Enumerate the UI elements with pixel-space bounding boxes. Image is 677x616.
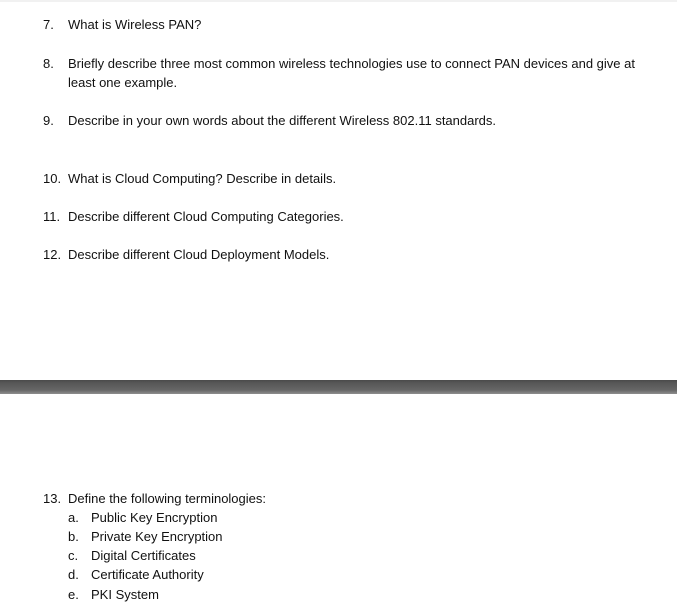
question-text: What is Cloud Computing? Describe in details. [68,171,337,186]
subitem-letter: b. [68,529,79,544]
question-text: Define the following terminologies: [68,491,266,506]
question-number: 9. [43,113,54,128]
question-number: 11. [43,209,61,224]
question-text: Describe different Cloud Deployment Models. [68,247,330,262]
question-13 [43,489,643,508]
subitem-text: Certificate Authority [91,567,204,582]
question-number: 10. [43,171,62,186]
subitem-text: Public Key Encryption [91,510,218,525]
question-7 [43,15,643,34]
subitem-text: Private Key Encryption [91,529,223,544]
question-text: Briefly describe three most common wireless technologies use to connect PAN devices and give at least one example. [68,56,635,90]
subitem-text: PKI System [91,587,159,602]
question-text: Describe in your own words about the different Wireless 802.11 standards. [68,113,497,128]
subitem-letter: c. [68,548,79,563]
subitem-text: Digital Certificates [91,548,196,563]
question-8 [43,54,643,92]
subitem-letter: a. [68,510,79,525]
question-11 [43,207,643,226]
question-12 [43,245,643,264]
question-number: 7. [43,17,54,32]
page-break-divider [0,380,677,394]
subitem-a [68,508,217,527]
subitem-letter: e. [68,587,79,602]
question-number: 8. [43,56,54,71]
subitem-e [68,585,159,604]
subitem-d [68,565,204,584]
subitem-letter: d. [68,567,79,582]
question-number: 13. [43,491,62,506]
question-10 [43,169,643,188]
question-text: What is Wireless PAN? [68,17,202,32]
question-9 [43,111,643,130]
question-number: 12. [43,247,62,262]
question-text: Describe different Cloud Computing Categories. [68,209,344,224]
subitem-c [68,546,196,565]
subitem-b [68,527,223,546]
